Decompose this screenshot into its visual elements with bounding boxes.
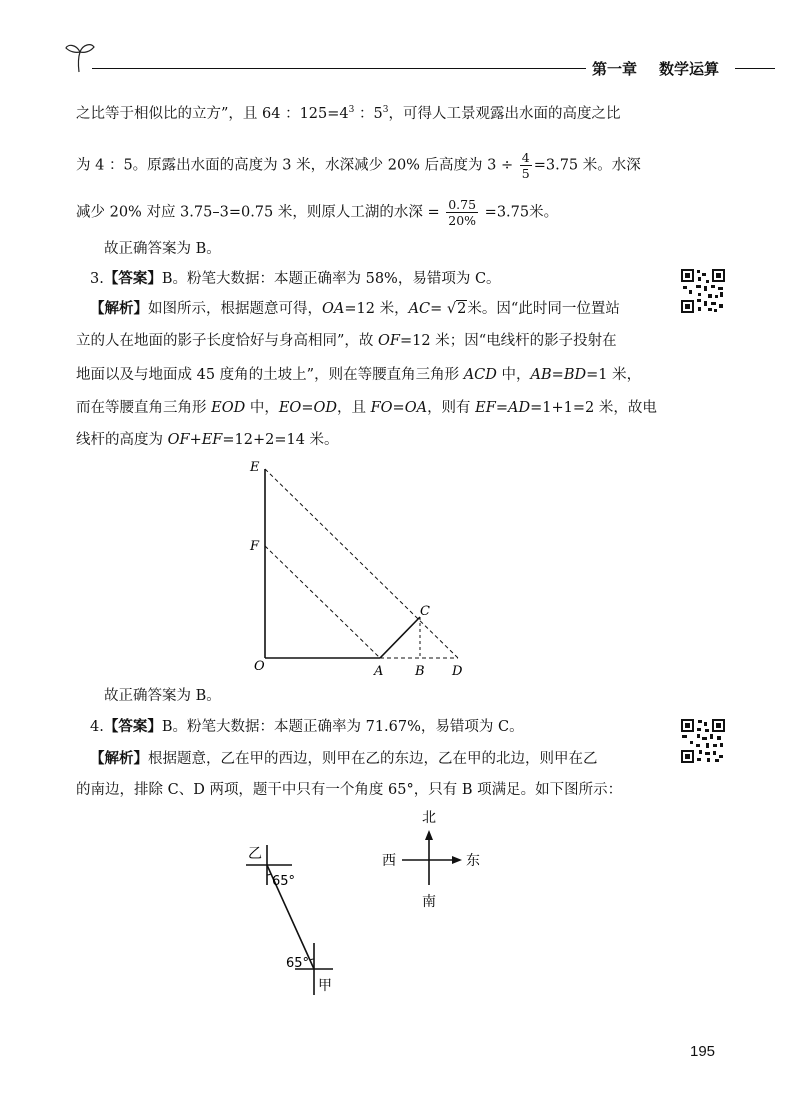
qr-code-icon[interactable]	[680, 718, 726, 764]
sqrt-radicand: 2	[457, 301, 467, 317]
math-var: AB	[530, 367, 552, 383]
math-var: OA	[322, 301, 345, 317]
text-segment: 而在等腰直角三角形	[76, 400, 212, 416]
math-var: OD	[313, 400, 337, 416]
math-var: AD	[507, 400, 531, 416]
math-var: AC	[408, 301, 431, 317]
label-north: 北	[422, 810, 436, 826]
fraction	[446, 197, 478, 228]
analysis-tag: 【解析】	[90, 750, 148, 767]
fraction-denominator: 20%	[448, 213, 477, 228]
math-var: FO	[370, 400, 393, 416]
qr-code-icon[interactable]	[680, 268, 726, 314]
label-c: C	[420, 604, 430, 619]
answer-text: B。粉笔大数据：本题正确率为 71.67%，易错项为 C。	[161, 719, 524, 735]
text-segment: 之比等于相似比的立方”，且 64 ：125=4	[76, 106, 349, 122]
analysis-line	[76, 365, 641, 385]
label-yi: 乙	[248, 846, 262, 862]
text-segment: ：5	[354, 106, 383, 122]
label-b: B	[415, 664, 425, 679]
fraction-numerator: 0.75	[448, 197, 477, 212]
text-segment: 的南边，排除 C、D 两项，题干中只有一个角度 65°，只有 B 项满足。如下图所示：	[76, 782, 623, 798]
math-var: OF	[378, 333, 400, 349]
label-east: 东	[466, 853, 480, 869]
conclusion-line: 故正确答案为 B。	[104, 688, 221, 704]
text-segment: =	[551, 367, 564, 383]
chapter-title: 第一章	[592, 60, 638, 78]
text-segment: 中，	[496, 367, 531, 383]
label-f: F	[250, 539, 260, 554]
dashed-ray-fa	[265, 546, 380, 658]
text-segment: =	[495, 400, 508, 416]
label-south: 南	[422, 894, 436, 910]
label-a: A	[374, 664, 384, 679]
label-jia: 甲	[318, 978, 332, 994]
label-e: E	[250, 460, 260, 475]
answer-line	[90, 717, 524, 737]
east-arrow-icon	[452, 856, 462, 864]
text-segment: =1+1=2 米，故电	[530, 400, 657, 416]
text-segment: ，且	[336, 400, 371, 416]
text-segment: =	[392, 400, 405, 416]
text-segment: =3.75 米。水深	[533, 157, 641, 174]
text-segment: 根据题意，乙在甲的西边，则甲在乙的东边，乙在甲的北边，则甲在乙	[148, 751, 598, 767]
analysis-line	[90, 299, 620, 319]
analysis-line	[90, 749, 598, 769]
label-o: O	[254, 659, 265, 674]
fraction	[520, 150, 532, 181]
header-rule-left	[92, 68, 586, 69]
text-segment: 如图所示，根据题意可得，	[148, 301, 322, 317]
math-var: OA	[404, 400, 428, 416]
text-segment: ，可得人工景观露出水面的高度之比	[388, 106, 621, 122]
text-segment: 地面以及与地面成 45 度角的土坡上”，则在等腰直角三角形	[76, 367, 464, 383]
text-segment: =	[430, 301, 447, 317]
label-angle-bottom: 65°	[286, 956, 310, 971]
sqrt: √2	[446, 301, 467, 317]
label-west: 西	[382, 853, 396, 869]
header-rule-right	[735, 68, 775, 69]
label-d: D	[452, 664, 463, 679]
text-segment: 减少 20% 对应 3.75–3=0.75 米，则原人工湖的水深 =	[76, 204, 445, 221]
text-segment: =12+2=14 米。	[222, 432, 339, 448]
math-var: BD	[563, 367, 587, 383]
answer-tag: 【答案】	[103, 270, 162, 287]
text-segment: 中，	[245, 400, 279, 416]
analysis-tag: 【解析】	[90, 300, 148, 317]
slope-segment-ac	[380, 617, 420, 658]
text-segment: +	[189, 432, 202, 448]
text-segment: =1 米，	[586, 367, 642, 383]
text-segment: =	[301, 400, 314, 416]
question-number: 3.	[90, 271, 104, 287]
text-segment: =3.75米。	[480, 204, 559, 221]
text-segment: =12 米，	[344, 301, 409, 317]
geometry-figure	[240, 455, 480, 685]
analysis-line	[76, 430, 339, 450]
north-arrow-icon	[425, 830, 433, 840]
superscript: 3	[348, 105, 355, 116]
math-var: OF	[167, 432, 190, 448]
section-title: 数学运算	[659, 60, 720, 78]
text-segment: 立的人在地面的影子长度恰好与身高相同”，故	[76, 333, 379, 349]
analysis-line	[76, 398, 657, 418]
answer-line	[90, 269, 501, 289]
answer-tag: 【答案】	[103, 718, 162, 735]
analysis-line	[76, 780, 622, 800]
math-var: EF	[475, 400, 496, 416]
analysis-line	[76, 331, 617, 351]
text-line	[76, 150, 641, 181]
math-var: EO	[278, 400, 302, 416]
math-var: ACD	[463, 367, 497, 383]
question-number: 4.	[90, 719, 104, 735]
text-segment: ，则有	[427, 400, 476, 416]
text-line	[76, 197, 558, 228]
math-var: EF	[201, 432, 223, 448]
math-var: EOD	[211, 400, 246, 416]
text-segment: 线杆的高度为	[76, 432, 168, 448]
text-segment: 米。因“此时同一位置站	[467, 301, 620, 317]
bearing-figure	[230, 800, 520, 1000]
dashed-ray-ed	[265, 469, 458, 658]
text-segment: =12 米；因“电线杆的影子投射在	[399, 333, 617, 349]
fraction-numerator: 4	[521, 150, 530, 165]
text-segment: 为 4 ：5。原露出水面的高度为 3 米，水深减少 20% 后高度为 3 ÷	[76, 157, 518, 174]
superscript: 3	[382, 105, 389, 116]
answer-text: B。粉笔大数据：本题正确率为 58%，易错项为 C。	[161, 271, 501, 287]
label-angle-top: 65°	[272, 874, 296, 889]
text-line	[76, 104, 620, 124]
fraction-denominator: 5	[521, 166, 530, 181]
conclusion-line: 故正确答案为 B。	[104, 241, 221, 257]
page-number: 195	[690, 1043, 716, 1060]
